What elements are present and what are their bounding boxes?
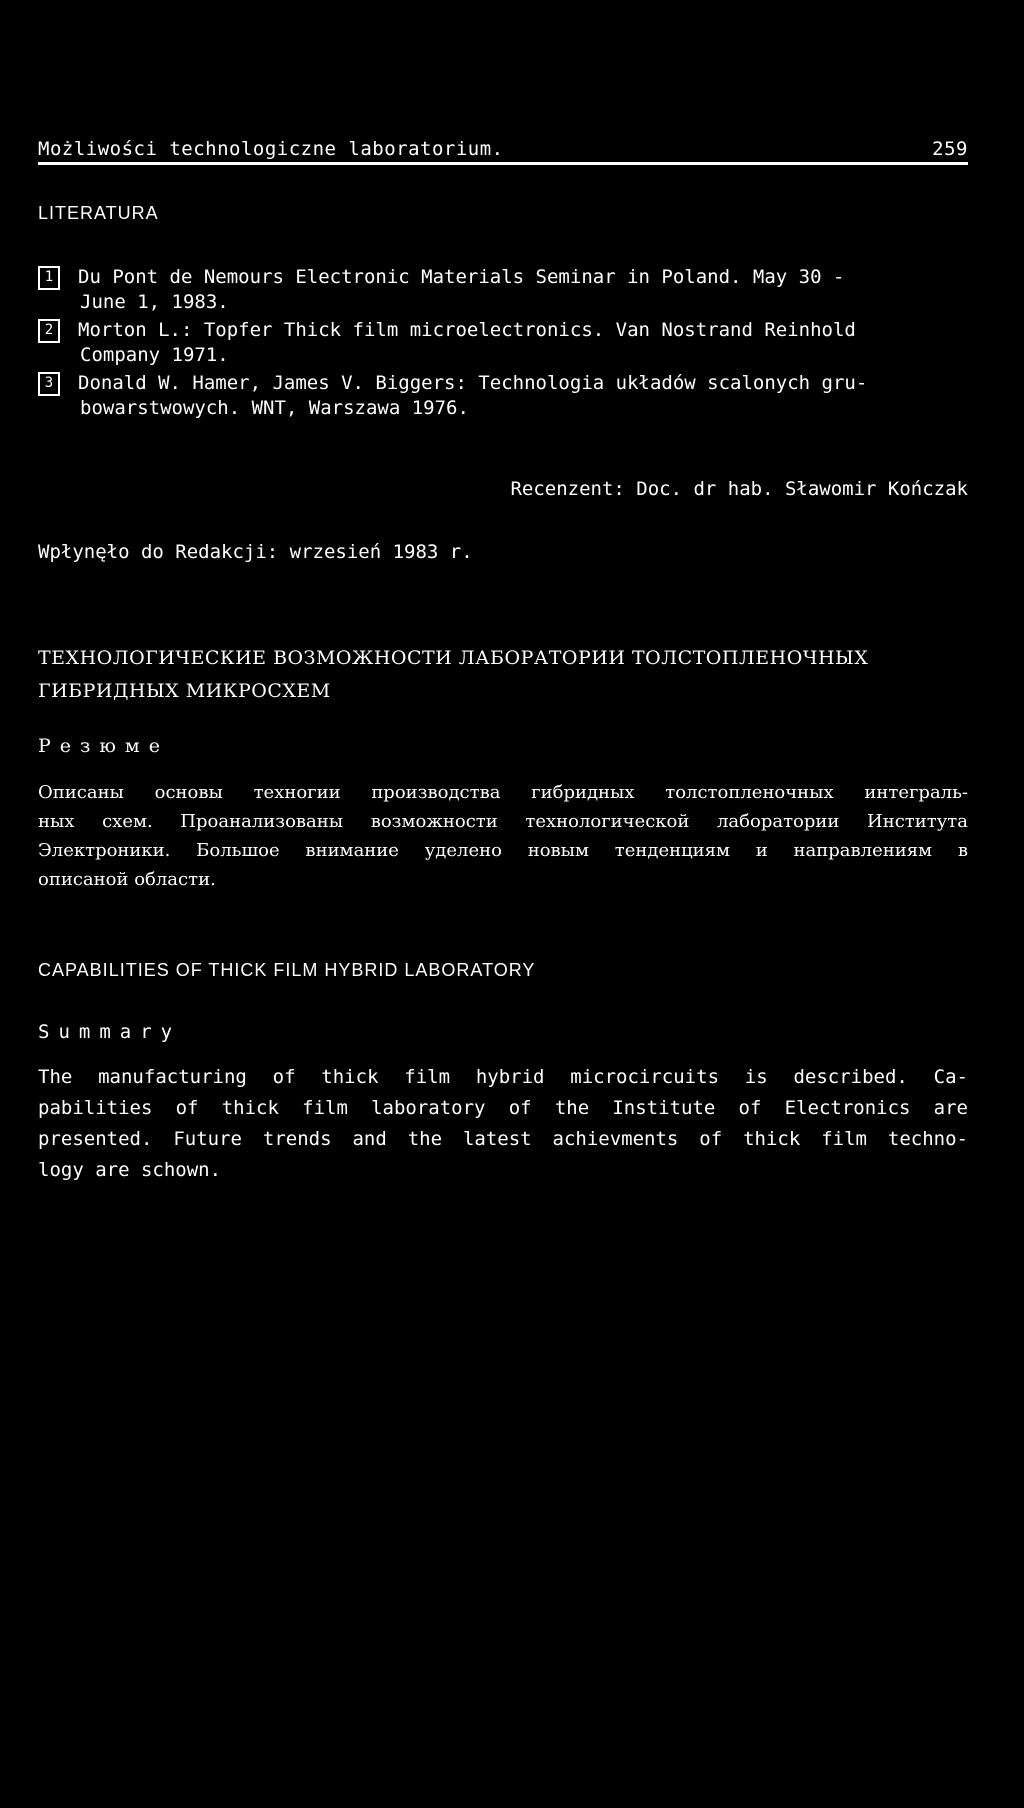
reference-number: 1: [38, 266, 60, 290]
reference-item: [38, 371, 968, 420]
english-summary-line: logy are schown.: [38, 1159, 222, 1181]
reviewer-line: Recenzent: Doc. dr hab. Sławomir Kończak: [510, 478, 968, 500]
russian-summary-line: Электроники. Большое внимание уделено новым тенденциям и направлениям в: [38, 840, 968, 861]
page-number: 259: [932, 138, 968, 160]
received-date-line: Wpłynęło do Redakcji: wrzesień 1983 r.: [38, 541, 473, 563]
reference-text-line2: bowarstwowych. WNT, Warszawa 1976.: [80, 397, 469, 419]
english-summary-line: presented. Future trends and the latest achievments of thick film techno-: [38, 1128, 968, 1150]
reference-text-line1: Du Pont de Nemours Electronic Materials Seminar in Poland. May 30 -: [78, 266, 845, 288]
reference-text-line1: Morton L.: Topfer Thick film microelectronics. Van Nostrand Reinhold: [78, 319, 856, 341]
english-title: CAPABILITIES OF THICK FILM HYBRID LABORATORY: [38, 960, 536, 980]
literature-heading: LITERATURA: [38, 203, 159, 223]
russian-summary-line: описаной области.: [38, 869, 216, 890]
reference-number: 2: [38, 319, 60, 343]
english-summary-label: Summary: [38, 1021, 182, 1043]
russian-summary-label: Резюме: [38, 735, 169, 757]
russian-title-line2: ГИБРИДНЫХ МИКРОСХЕМ: [38, 680, 331, 702]
russian-title: [38, 642, 968, 708]
reference-item: [38, 265, 968, 314]
running-header: [38, 138, 968, 165]
reference-text-line2: June 1, 1983.: [80, 291, 229, 313]
russian-summary-line: ных схем. Проанализованы возможности технологической лаборатории Института: [38, 811, 968, 832]
russian-summary-text: [38, 778, 968, 894]
reference-text-line2: Company 1971.: [80, 344, 229, 366]
russian-summary-line: Описаны основы техногии производства гибридных толстопленочных интеграль-: [38, 782, 968, 803]
english-summary-text: [38, 1062, 968, 1186]
russian-title-line1: ТЕХНОЛОГИЧЕСКИЕ ВОЗМОЖНОСТИ ЛАБОРАТОРИИ ТОЛСТОПЛЕНОЧНЫХ: [38, 647, 869, 669]
reference-number: 3: [38, 372, 60, 396]
english-summary-line: pabilities of thick film laboratory of the Institute of Electronics are: [38, 1097, 968, 1119]
reference-text-line1: Donald W. Hamer, James V. Biggers: Technologia układów scalonych gru-: [78, 372, 868, 394]
reference-item: [38, 318, 968, 367]
english-summary-line: The manufacturing of thick film hybrid microcircuits is described. Ca-: [38, 1066, 968, 1088]
running-title: Możliwości technologiczne laboratorium.: [38, 138, 504, 160]
